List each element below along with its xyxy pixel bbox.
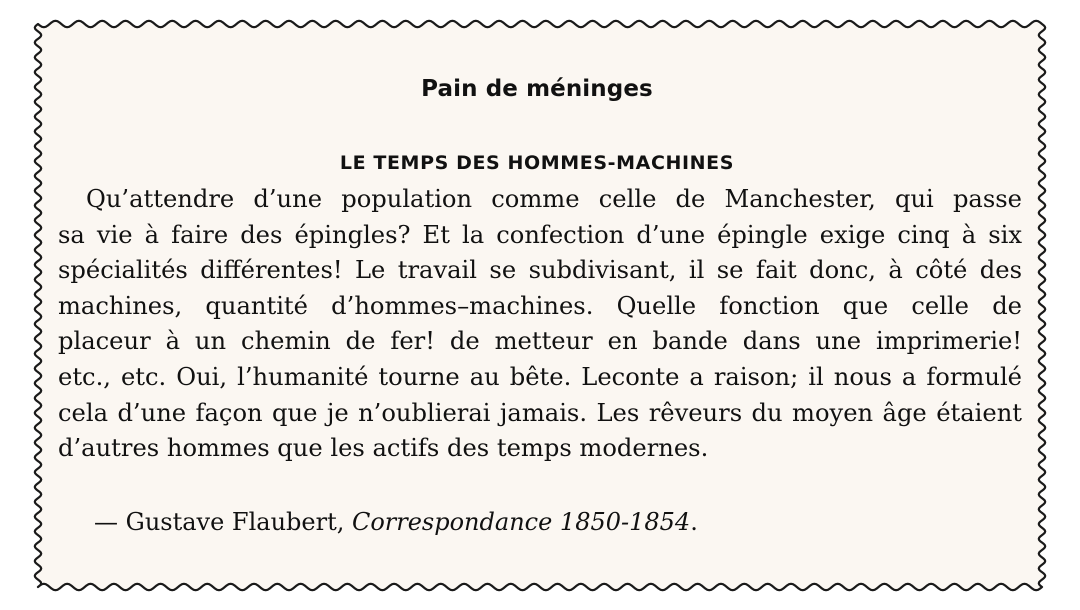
quote-paragraph xyxy=(58,182,1022,467)
quote-line: placeur à un chemin de fer! de metteur en bande dans une imprimerie! xyxy=(58,327,1022,356)
attribution-work-title: Correspondance 1850-1854 xyxy=(351,508,691,536)
attribution-author: Gustave Flaubert, xyxy=(125,508,352,536)
attribution xyxy=(94,508,698,536)
quote-line: etc., etc. Oui, l’humanité tourne au bête. Leconte a raison; il nous a formulé xyxy=(58,362,1022,391)
quote-card xyxy=(52,24,1022,584)
quote-line: cela d’une façon que je n’oublierai jamais. Les rêveurs du moyen âge étaient xyxy=(58,398,1022,427)
attribution-dash: — xyxy=(94,508,126,536)
quote-line: spécialités différentes! Le travail se subdivisant, il se fait donc, à côté des xyxy=(58,256,1022,285)
attribution-end: . xyxy=(690,508,698,536)
quote-line: machines, quantité d’hommes–machines. Quelle fonction que celle de xyxy=(58,291,1022,320)
card-title: Pain de méninges xyxy=(421,76,653,102)
section-heading: LE TEMPS DES HOMMES-MACHINES xyxy=(339,152,735,174)
quote-line: d’autres hommes que les actifs des temps modernes. xyxy=(58,434,709,463)
quote-line: Qu’attendre d’une population comme celle de Manchester, qui passe xyxy=(86,185,1022,213)
quote-line: sa vie à faire des épingles? Et la confection d’une épingle exige cinq à six xyxy=(58,220,1022,249)
